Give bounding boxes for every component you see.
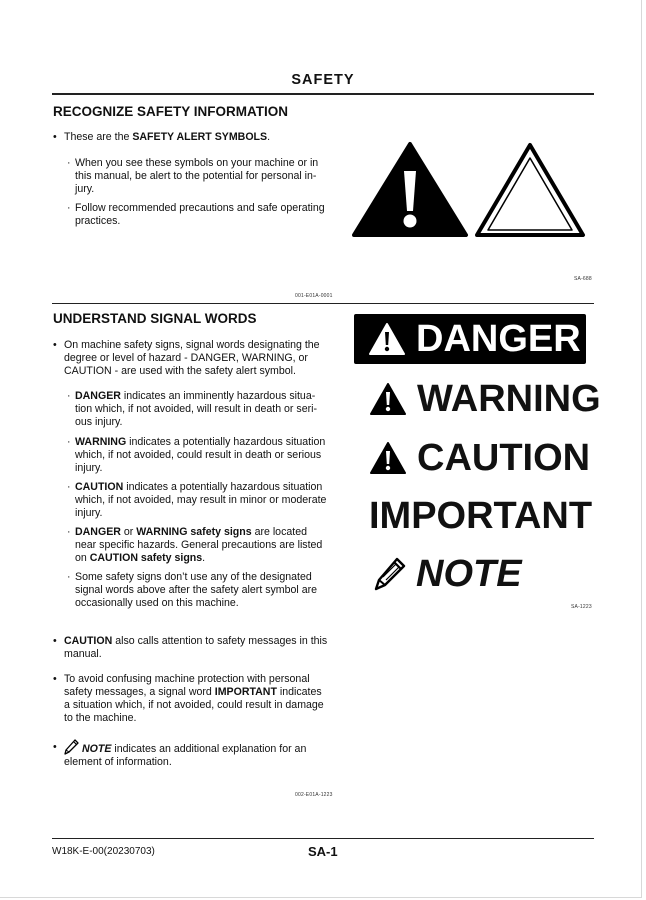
section-code-1223: 002-E01A-1223	[295, 792, 333, 798]
pencil-icon	[374, 557, 406, 591]
page-header-title: SAFETY	[291, 72, 355, 88]
footer-rule	[52, 838, 594, 839]
danger-signal-word: DANGER	[416, 317, 581, 360]
danger-signal-sign	[354, 314, 586, 364]
section-divider	[52, 303, 594, 304]
note-signal-sign	[374, 550, 522, 598]
document-code: W18K-E-00(20230703)	[52, 846, 155, 857]
note-signal-word: NOTE	[416, 552, 522, 595]
sub-item-caution-def: · CAUTION indicates a potentially hazardous situation which, if not avoided, may result in minor or moderate injury.	[67, 481, 327, 519]
page-number: SA-1	[308, 844, 338, 859]
figure-code-sa688: SA-688	[574, 276, 592, 282]
bullet-signal-words-intro: • On machine safety signs, signal words designating the degree or level of hazard - DANGER, WARNING, or CAUTION - are used with the safety alert symbol.	[53, 339, 320, 377]
bullet-note: • NOTE indicates an additional explanation for an element of information.	[53, 741, 307, 768]
sub-item-precautions: · Follow recommended precautions and safe operating practices.	[67, 202, 325, 227]
safety-alert-filled-icon	[351, 141, 469, 239]
section-title-signal-words: UNDERSTAND SIGNAL WORDS	[53, 311, 257, 326]
important-signal-word: IMPORTANT	[369, 494, 593, 537]
bullet-important: • To avoid confusing machine protection with personal safety messages, a signal word IMPORTANT indicates a situation which, if not avoided, could result in damage to the machine.	[53, 673, 324, 724]
bullet-safety-alert: • These are the SAFETY ALERT SYMBOLS.	[53, 131, 271, 143]
safety-alert-icon	[369, 382, 407, 416]
sub-item-warning-def: · WARNING indicates a potentially hazardous situation which, if not avoided, could result in death or serious injury.	[67, 436, 326, 474]
safety-alert-outline-icon	[474, 141, 586, 239]
header-rule	[52, 93, 594, 95]
section-code-0001: 001-E01A-0001	[295, 293, 333, 299]
bullet-caution-attention: • CAUTION also calls attention to safety messages in this manual.	[53, 635, 328, 660]
warning-signal-word: WARNING	[417, 377, 601, 420]
important-signal-sign	[369, 492, 592, 540]
safety-alert-icon	[369, 441, 407, 475]
sub-item-safety-signs: · DANGER or WARNING safety signs are located near specific hazards. General precautions are listed on CAUTION safety signs.	[67, 526, 323, 564]
caution-signal-word: CAUTION	[417, 436, 591, 479]
safety-alert-icon	[368, 322, 406, 356]
sub-item-danger-def: · DANGER indicates an imminently hazardous situa- tion which, if not avoided, will result in death or seri- ous injury.	[67, 390, 318, 428]
warning-signal-sign	[369, 375, 601, 423]
bullet-dot: •	[53, 131, 57, 143]
sub-item-be-alert: · When you see these symbols on your machine or in this manual, be alert to the potential for personal in- jury.	[67, 157, 319, 195]
caution-signal-sign	[369, 434, 590, 482]
sub-item-some-signs: · Some safety signs don’t use any of the designated signal words above after the safety alert symbol are occasionally used on this machine.	[67, 571, 318, 609]
pencil-icon	[64, 739, 79, 755]
figure-code-sa1223: SA-1223	[571, 604, 592, 610]
section-title-recognize: RECOGNIZE SAFETY INFORMATION	[53, 104, 289, 119]
